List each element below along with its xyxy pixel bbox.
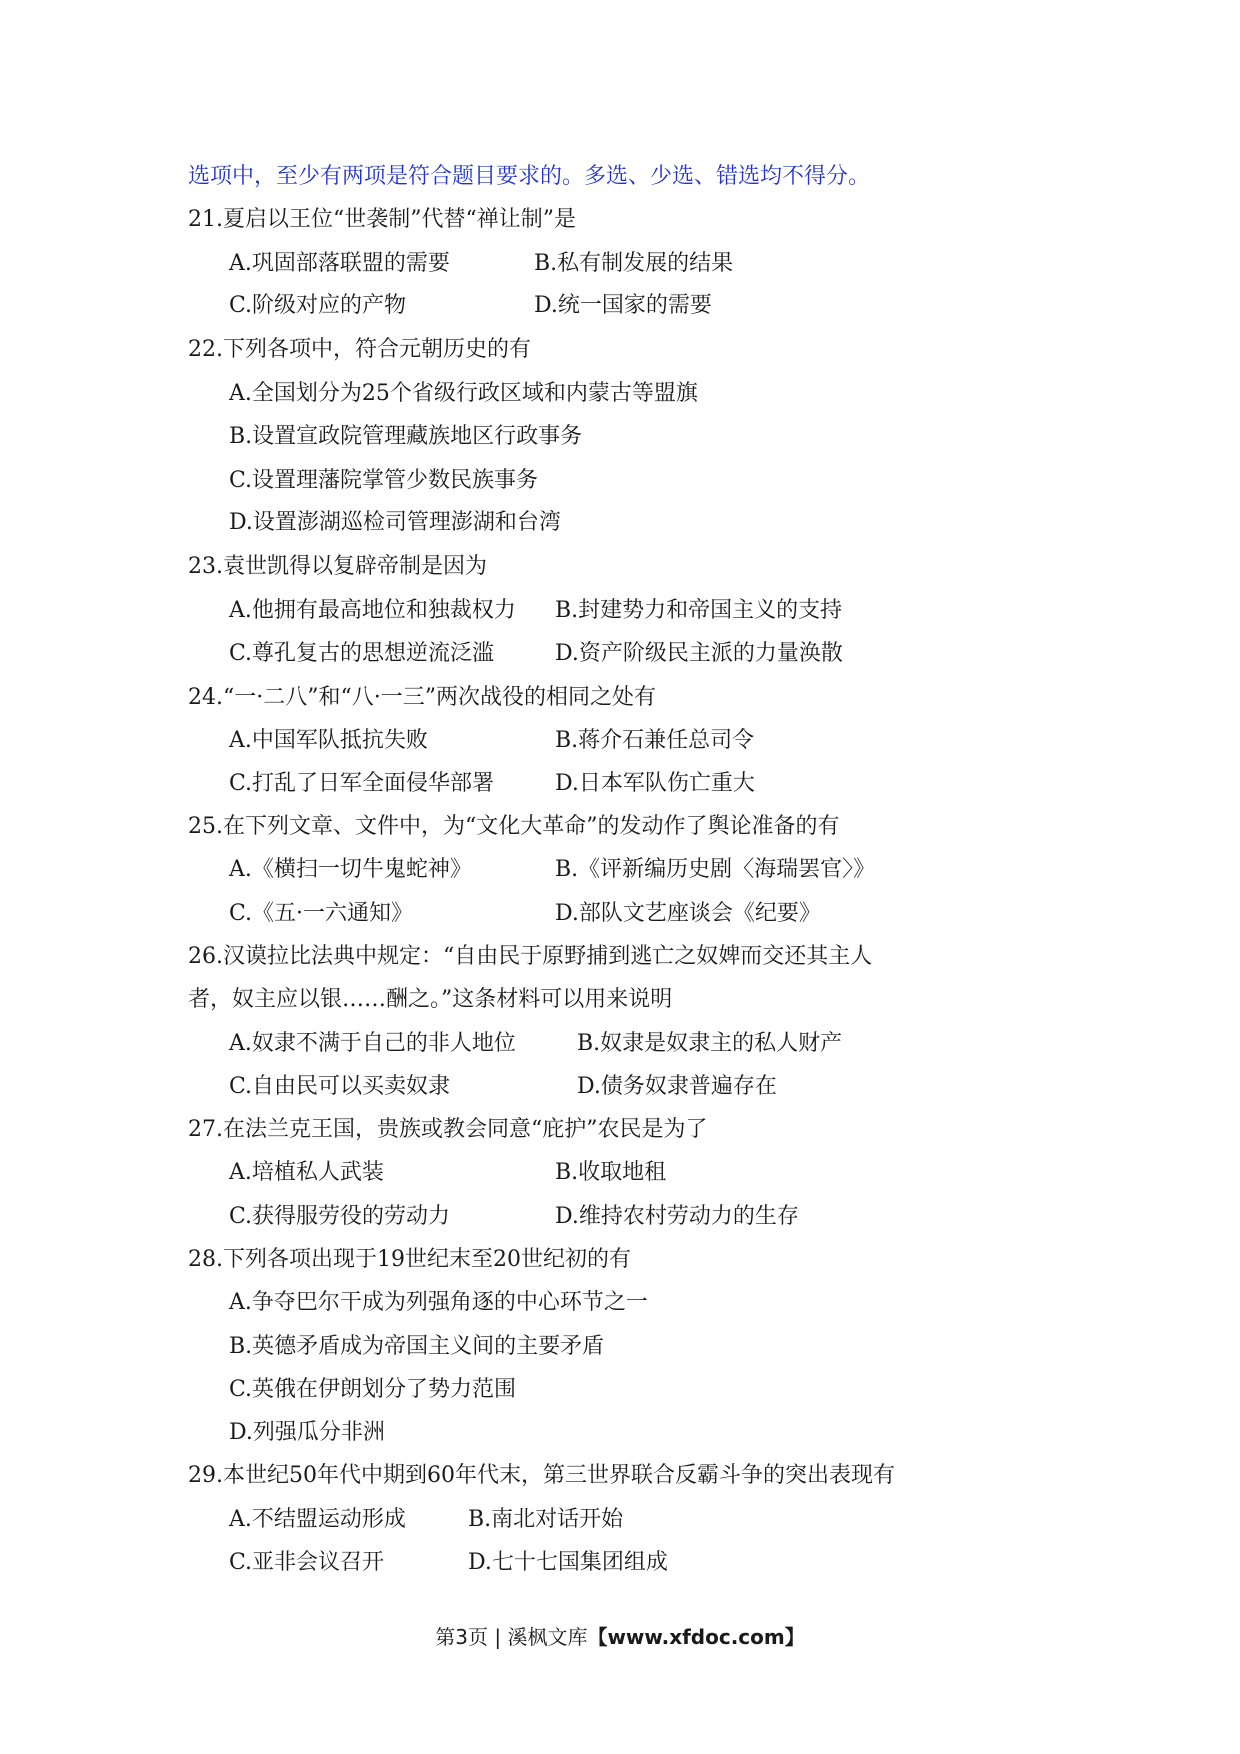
- question-23-stem: 23.袁世凯得以复辟帝制是因为: [188, 554, 487, 579]
- question-22-option-c: C.设置理藩院掌管少数民族事务: [229, 468, 539, 493]
- question-26-stem-continued: 者，奴主应以银……酬之。”这条材料可以用来说明: [188, 987, 673, 1012]
- page-number: 第3页: [435, 1625, 488, 1649]
- question-28-option-b: B.英德矛盾成为帝国主义间的主要矛盾: [229, 1334, 605, 1359]
- question-22-option-a: A.全国划分为25个省级行政区域和内蒙古等盟旗: [229, 381, 698, 406]
- question-25-stem: 25.在下列文章、文件中，为“文化大革命”的发动作了舆论准备的有: [188, 814, 840, 839]
- question-23-option-b: B.封建势力和帝国主义的支持: [555, 598, 843, 623]
- question-25-option-b: B.《评新编历史剧〈海瑞罢官〉》: [555, 857, 876, 882]
- question-25-option-c: C.《五·一六通知》: [229, 901, 414, 926]
- question-21-option-b: B.私有制发展的结果: [534, 251, 734, 276]
- question-23-option-c: C.尊孔复古的思想逆流泛滥: [229, 641, 495, 666]
- question-24-option-d: D.日本军队伤亡重大: [555, 771, 755, 796]
- question-23-option-a: A.他拥有最高地位和独裁权力: [229, 598, 516, 623]
- question-22-option-b: B.设置宣政院管理藏族地区行政事务: [229, 424, 583, 449]
- page-footer: [0, 1623, 1240, 1651]
- question-26-option-c: C.自由民可以买卖奴隶: [229, 1074, 451, 1099]
- question-24-option-a: A.中国军队抵抗失败: [229, 728, 428, 753]
- question-26-option-d: D.债务奴隶普遍存在: [577, 1074, 777, 1099]
- question-21-option-a: A.巩固部落联盟的需要: [229, 251, 450, 276]
- question-29-option-b: B.南北对话开始: [468, 1507, 624, 1532]
- question-25-option-a: A.《横扫一切牛鬼蛇神》: [229, 857, 472, 882]
- question-25-option-d: D.部队文艺座谈会《纪要》: [555, 901, 821, 926]
- question-28-option-a: A.争夺巴尔干成为列强角逐的中心环节之一: [229, 1290, 648, 1315]
- question-24-option-b: B.蒋介石兼任总司令: [555, 728, 755, 753]
- question-27-option-d: D.维持农村劳动力的生存: [555, 1204, 799, 1229]
- question-22-stem: 22.下列各项中，符合元朝历史的有: [188, 337, 531, 362]
- question-22-option-d: D.设置澎湖巡检司管理澎湖和台湾: [229, 510, 561, 535]
- question-29-option-c: C.亚非会议召开: [229, 1550, 385, 1575]
- question-28-stem: 28.下列各项出现于19世纪末至20世纪初的有: [188, 1247, 631, 1272]
- site-link[interactable]: 【www.xfdoc.com】: [587, 1625, 805, 1649]
- question-27-option-c: C.获得服劳役的劳动力: [229, 1204, 451, 1229]
- question-27-stem: 27.在法兰克王国，贵族或教会同意“庇护”农民是为了: [188, 1117, 708, 1142]
- question-27-option-a: A.培植私人武装: [229, 1160, 384, 1185]
- question-28-option-d: D.列强瓜分非洲: [229, 1420, 385, 1445]
- footer-separator: |: [494, 1625, 502, 1649]
- question-26-option-a: A.奴隶不满于自己的非人地位: [229, 1031, 516, 1056]
- question-24-option-c: C.打乱了日军全面侵华部署: [229, 771, 495, 796]
- question-27-option-b: B.收取地租: [555, 1160, 667, 1185]
- question-21-stem: 21.夏启以王位“世袭制”代替“禅让制”是: [188, 207, 576, 232]
- question-26-option-b: B.奴隶是奴隶主的私人财产: [577, 1031, 843, 1056]
- question-21-option-d: D.统一国家的需要: [534, 293, 712, 318]
- question-28-option-c: C.英俄在伊朗划分了势力范围: [229, 1377, 517, 1402]
- question-21-option-c: C.阶级对应的产物: [229, 293, 407, 318]
- question-29-option-a: A.不结盟运动形成: [229, 1507, 406, 1532]
- question-26-stem: 26.汉谟拉比法典中规定：“自由民于原野捕到逃亡之奴婢而交还其主人: [188, 944, 873, 969]
- section-instruction: 选项中，至少有两项是符合题目要求的。多选、少选、错选均不得分。: [188, 164, 871, 189]
- question-29-option-d: D.七十七国集团组成: [468, 1550, 668, 1575]
- question-23-option-d: D.资产阶级民主派的力量涣散: [555, 641, 843, 666]
- question-29-stem: 29.本世纪50年代中期到60年代末，第三世界联合反霸斗争的突出表现有: [188, 1463, 895, 1488]
- library-name: 溪枫文库: [507, 1625, 588, 1649]
- question-24-stem: 24.“一·二八”和“八·一三”两次战役的相同之处有: [188, 685, 656, 710]
